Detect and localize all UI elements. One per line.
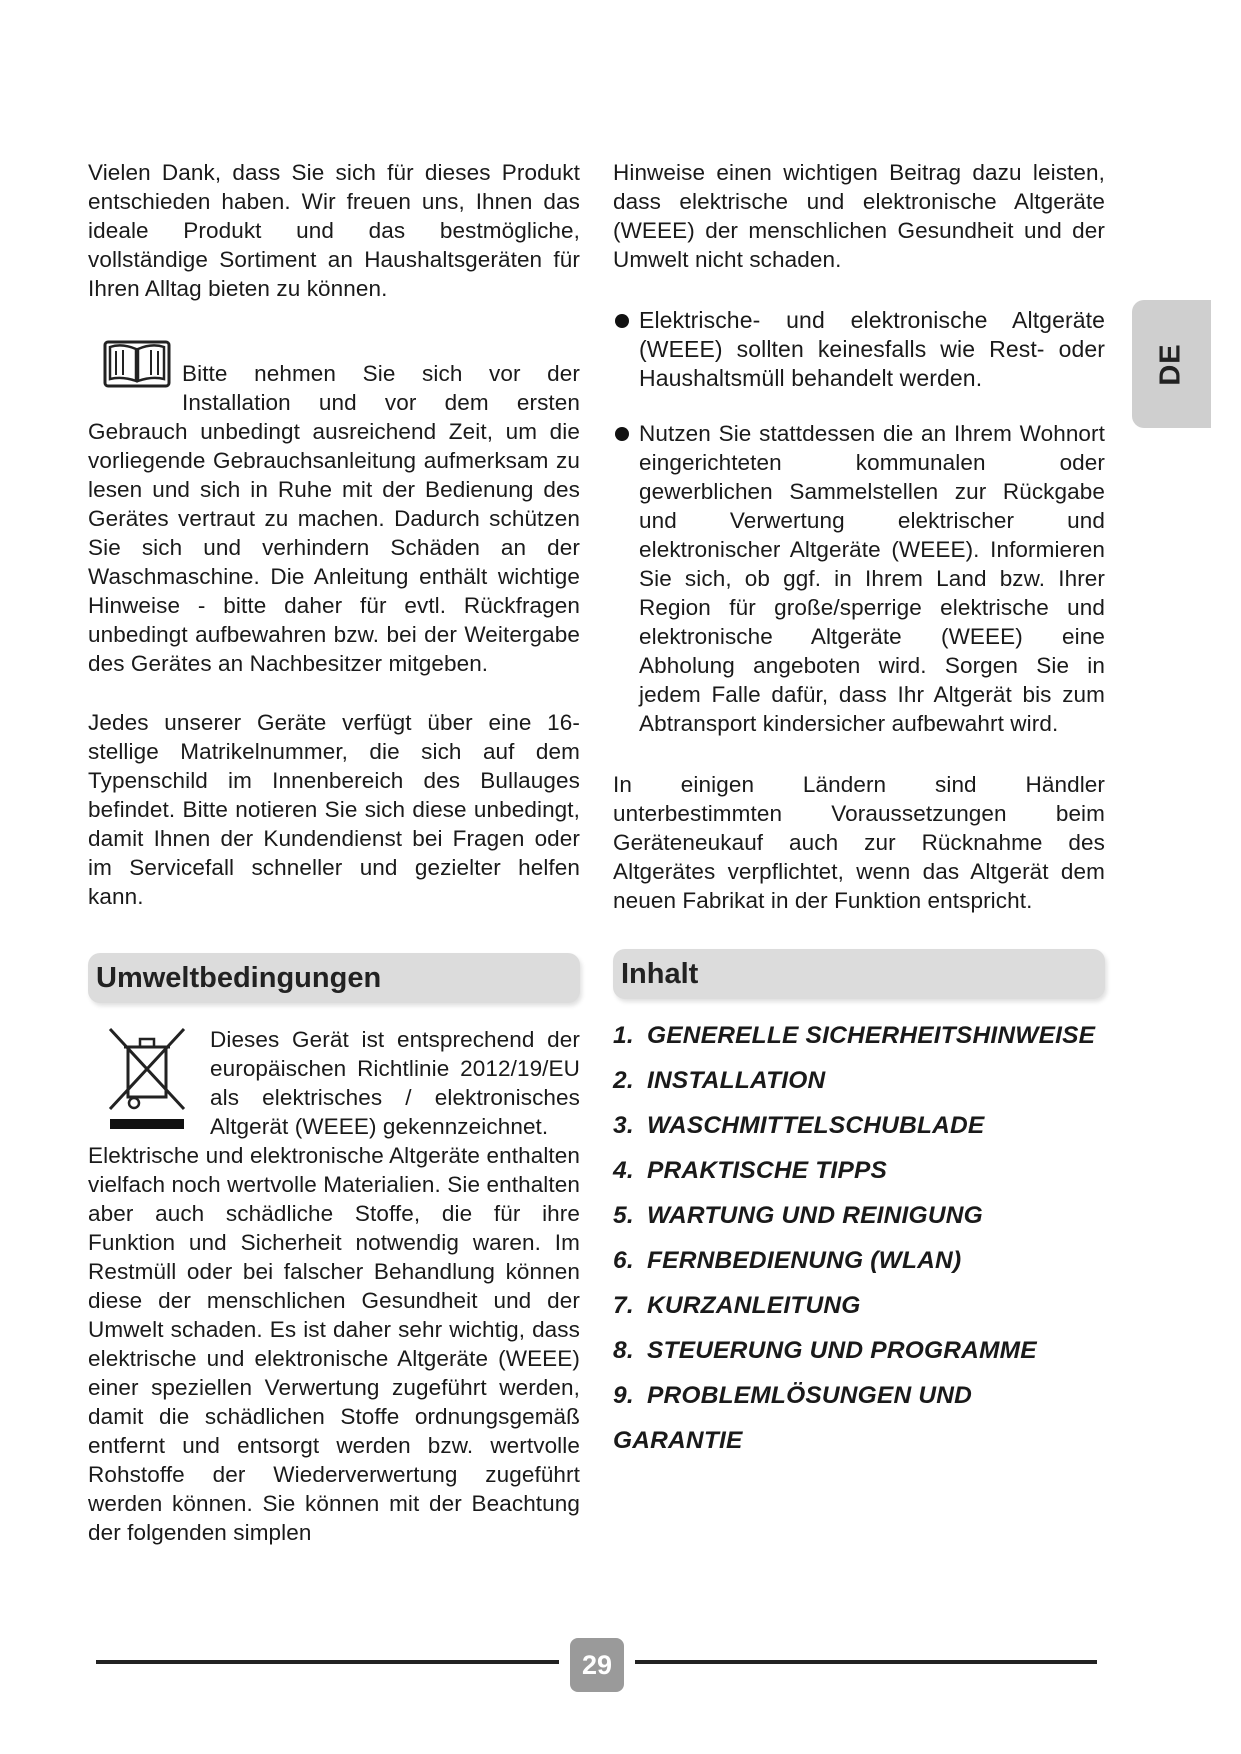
weee-mark-block — [88, 1025, 580, 1141]
contents-heading-text: Inhalt — [621, 957, 699, 990]
manual-book-icon — [102, 337, 172, 389]
left-column — [88, 158, 580, 1547]
bullet-item-2 — [613, 419, 1105, 738]
page-number-badge: 29 — [570, 1638, 624, 1692]
table-of-contents — [613, 1013, 1105, 1454]
toc-item-9[interactable]: 9. PROBLEMLÖSUNGEN UND GARANTIE — [613, 1382, 973, 1454]
environment-heading-text: Umweltbedingungen — [96, 961, 382, 994]
toc-item-4[interactable]: 4. PRAKTISCHE TIPPS — [613, 1157, 888, 1184]
bullet-2-text: Nutzen Sie stattdessen die an Ihrem Wohnort eingerichteten kommunalen oder gewerblichen Sammelstellen zur Rückgabe und Verwertung elektrischer und elektronischer Altgeräte (WEEE). Informieren Sie sich, ob ggf. in Ihrem Land bzw. Ihrer Region für große/sperrige elektrische und elektronische Altgeräte (WEEE) eine Abholung angeboten wird. Sorgen Sie in jedem Falle dafür, dass Ihr Altgerät bis zum Abtransport kindersicher aufbewahrt wird. — [639, 421, 1105, 736]
footer-divider-left — [96, 1660, 559, 1664]
manual-note-paragraph: Bitte nehmen Sie sich vor der Installation und vor dem ersten Gebrauch unbedingt ausreichend Zeit, um die vorliegende Gebrauchsanleitung aufmerksam zu lesen und sich in Ruhe mit der Bedienung des Gerätes vertraut zu machen. Dadurch schützen Sie sich und verhindern Schäden an der Waschmaschine. Die Anleitung enthält wichtige Hinweise - bitte daher für evtl. Rückfragen unbedingt aufbewahren bzw. bei der Weitergabe des Gerätes an Nachbesitzer mitgeben. — [88, 361, 580, 676]
crossed-bin-icon — [104, 1025, 192, 1133]
toc-item-5[interactable]: 5. WARTUNG UND REINIGUNG — [613, 1202, 983, 1229]
language-tab-label: DE — [1154, 342, 1187, 386]
toc-item-6[interactable]: 6. FERNBEDIENUNG (WLAN) — [613, 1247, 962, 1274]
bullet-dot-icon — [615, 427, 629, 441]
intro-paragraph: Vielen Dank, dass Sie sich für dieses Produkt entschieden haben. Wir freuen uns, Ihnen das ideale Produkt und das bestmögliche, vollständige Sortiment an Haushaltsgeräten für Ihren Alltag bieten zu können. — [88, 160, 580, 301]
serial-number-paragraph: Jedes unserer Geräte verfügt über eine 16-stellige Matrikelnummer, die sich auf dem Typenschild im Innenbereich des Bullauges befindet. Bitte notieren Sie sich diese unbedingt, damit Ihnen der Kundendienst bei Fragen oder im Servicefall schneller und gezielter helfen kann. — [88, 710, 580, 909]
weee-mark-paragraph: Dieses Gerät ist entsprechend der europäischen Richtlinie 2012/19/EU als elektrisches / elektronisches Altgerät (WEEE) gekennzeichnet. — [210, 1027, 580, 1139]
bullet-dot-icon — [615, 314, 629, 328]
toc-item-2[interactable]: 2. INSTALLATION — [613, 1067, 826, 1094]
toc-item-1[interactable]: 1. GENERELLE SICHERHEITSHINWEISE — [613, 1022, 1096, 1049]
contents-heading — [613, 949, 1105, 999]
manual-note-block — [88, 333, 580, 678]
retailer-paragraph: In einigen Ländern sind Händler unterbestimmten Voraussetzungen beim Geräteneukauf auch zur Rücknahme des Altgerätes verpflichtet, wenn das Altgerät dem neuen Fabrikat in der Funktion entspricht. — [613, 772, 1105, 913]
toc-item-7[interactable]: 7. KURZANLEITUNG — [613, 1292, 861, 1319]
language-tab — [1132, 300, 1211, 428]
toc-item-3[interactable]: 3. WASCHMITTELSCHUBLADE — [613, 1112, 985, 1139]
bullet-1-text: Elektrische- und elektronische Altgeräte (WEEE) sollten keinesfalls wie Rest- oder Haushaltsmüll behandelt werden. — [639, 307, 1105, 391]
toc-item-8[interactable]: 8. STEUERUNG UND PROGRAMME — [613, 1337, 1037, 1364]
weee-body-paragraph: Elektrische und elektronische Altgeräte enthalten vielfach noch wertvolle Materialien. Sie enthalten aber auch schädliche Stoffe, die für ihre Funktion und Sicherheit notwendig waren. Im Restmüll oder bei falscher Behandlung können diese der menschlichen Gesundheit und der Umwelt schaden. Es ist daher sehr wichtig, dass elektrische und elektronische Altgeräte (WEEE) einer speziellen Verwertung zugeführt werden, damit die schädlichen Stoffe ordnungsgemäß entfernt und entsorgt werden bzw. wertvolle Rohstoffe der Wiederverwertung zugeführt werden können. Sie können mit der Beachtung der folgenden simplen — [88, 1143, 580, 1545]
bullet-item-1 — [613, 306, 1105, 393]
continuation-paragraph: Hinweise einen wichtigen Beitrag dazu leisten, dass elektrische und elektronische Altgeräte (WEEE) der menschlichen Gesundheit und der Umwelt nicht schaden. — [613, 160, 1105, 272]
environment-heading — [88, 953, 580, 1003]
footer-divider-right — [635, 1660, 1097, 1664]
right-column — [613, 158, 1105, 1454]
